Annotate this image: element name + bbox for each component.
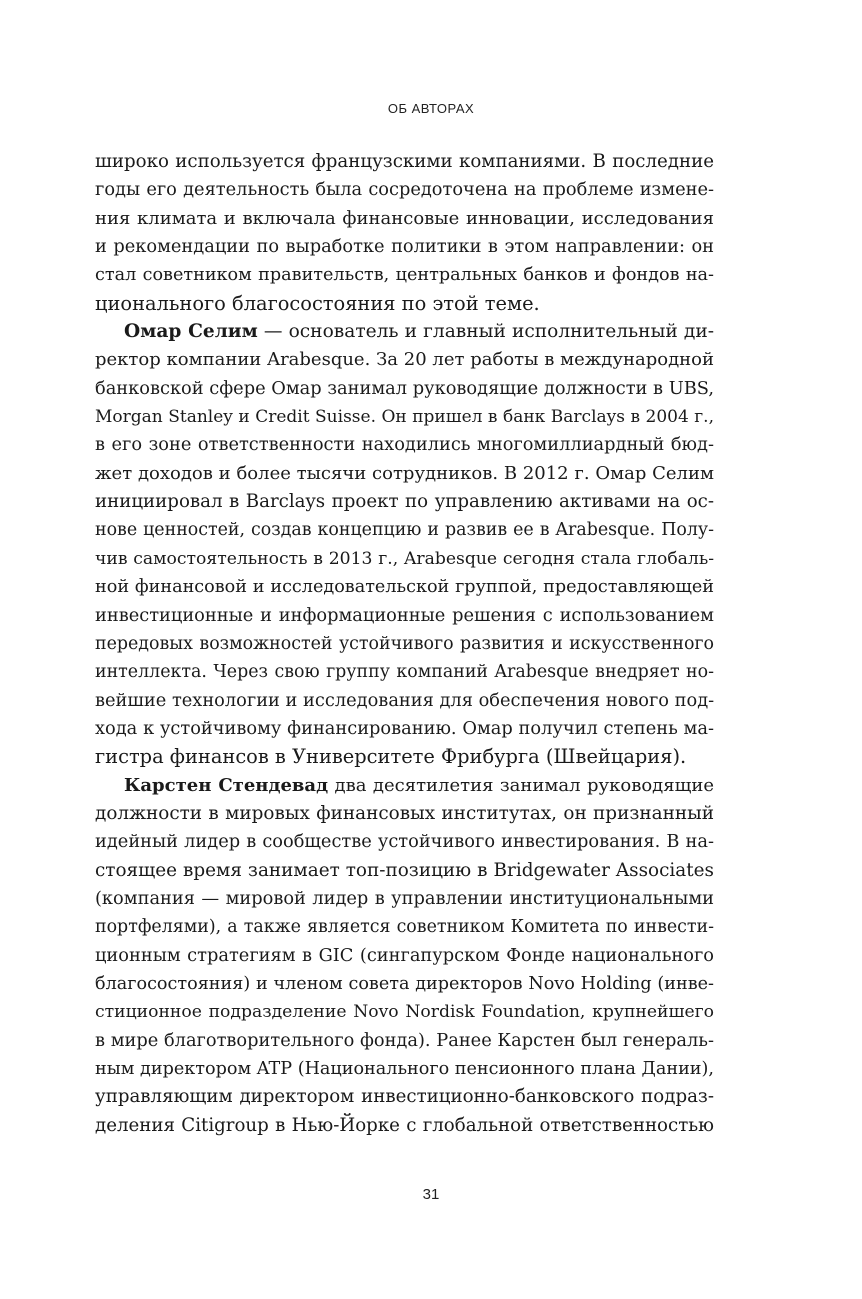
paragraph-omar-selim — [95, 318, 714, 772]
author-name-omar-selim: Омар Селим — [124, 321, 258, 343]
text-line: ционального благосостояния по этой теме. — [95, 291, 540, 315]
text-line: нове ценностей, создав концепцию и развив ее в Arabesque. Полу- — [95, 520, 714, 541]
text-line — [95, 318, 714, 346]
text-line: гистра финансов в Университете Фрибурга (Швейцария). — [95, 745, 687, 769]
page-number: 31 — [422, 1186, 440, 1203]
text-line: хода к устойчивому финансированию. Омар получил степень ма- — [95, 717, 714, 739]
text-line — [95, 772, 714, 800]
text-line: интеллекта. Через свою группу компаний Arabesque внедряет но- — [95, 662, 714, 683]
running-head: ОБ АВТОРАХ — [387, 101, 475, 116]
text-line: Morgan Stanley и Credit Suisse. Он пришел в банк Barclays в 2004 г., — [95, 407, 714, 428]
text-line: благосостояния) и членом совета директоров Novo Holding (инве- — [95, 973, 714, 994]
text-line: передовых возможностей устойчивого развития и искусственного — [95, 633, 714, 654]
text-line: и рекомендации по выработке политики в этом направлении: он — [95, 236, 714, 258]
text-line: стиционное подразделение Novo Nordisk Foundation, крупнейшего — [95, 1002, 714, 1023]
text-line: инвестиционные и информационные решения с использованием — [95, 604, 714, 626]
text-run: два десятилетия занимал руководящие — [328, 774, 715, 796]
text-line: инициировал в Barclays проект по управлению активами на ос- — [95, 491, 714, 513]
text-line: ционным стратегиям в GIC (сингапурском Фонде национального — [95, 944, 714, 966]
text-line: банковской сфере Омар занимал руководящие должности в UBS, — [95, 377, 714, 399]
text-line: вейшие технологии и исследования для обеспечения нового под- — [95, 689, 715, 711]
text-line: идейный лидер в сообществе устойчивого инвестирования. В на- — [95, 831, 714, 853]
text-line: ректор компании Arabesque. За 20 лет работы в международной — [95, 349, 714, 371]
body-text — [95, 148, 714, 1140]
text-line: в его зоне ответственности находились многомиллиардный бюд- — [95, 434, 714, 456]
author-name-karsten-stendevad: Карстен Стендевад — [124, 774, 329, 796]
text-line: портфелями), а также является советником Комитета по инвести- — [95, 917, 714, 938]
text-line: широко используется французскими компаниями. В последние — [95, 151, 714, 172]
text-line: жет доходов и более тысячи сотрудников. В 2012 г. Омар Селим — [95, 462, 714, 484]
text-line: стал советником правительств, центральных банков и фондов на- — [95, 265, 714, 286]
text-line: стоящее время занимает топ-позицию в Bridgewater Associates — [95, 859, 714, 881]
text-line: чив самостоятельность в 2013 г., Arabesque сегодня стала глобаль- — [95, 548, 714, 569]
paragraph-1 — [95, 148, 714, 318]
text-line: управляющим директором инвестиционно-банковского подраз- — [95, 1086, 714, 1108]
paragraph-karsten-stendevad — [95, 772, 714, 1140]
text-run: — основатель и главный исполнительный ди- — [257, 321, 714, 343]
text-line: годы его деятельность была сосредоточена на проблеме измене- — [95, 179, 714, 201]
text-line: деления Citigroup в Нью-Йорке с глобальной ответственностью — [95, 1114, 714, 1136]
text-line: ной финансовой и исследовательской группой, предоставляющей — [95, 577, 714, 598]
text-line: (компания — мировой лидер в управлении институциональными — [95, 887, 714, 909]
text-line: в мире благотворительного фонда). Ранее Карстен был генераль- — [95, 1029, 714, 1051]
text-line: ния климата и включала финансовые инновации, исследования — [95, 207, 714, 229]
text-line: ным директором ATP (Национального пенсионного плана Дании), — [95, 1059, 714, 1079]
text-line: должности в мировых финансовых институтах, он признанный — [95, 802, 714, 824]
